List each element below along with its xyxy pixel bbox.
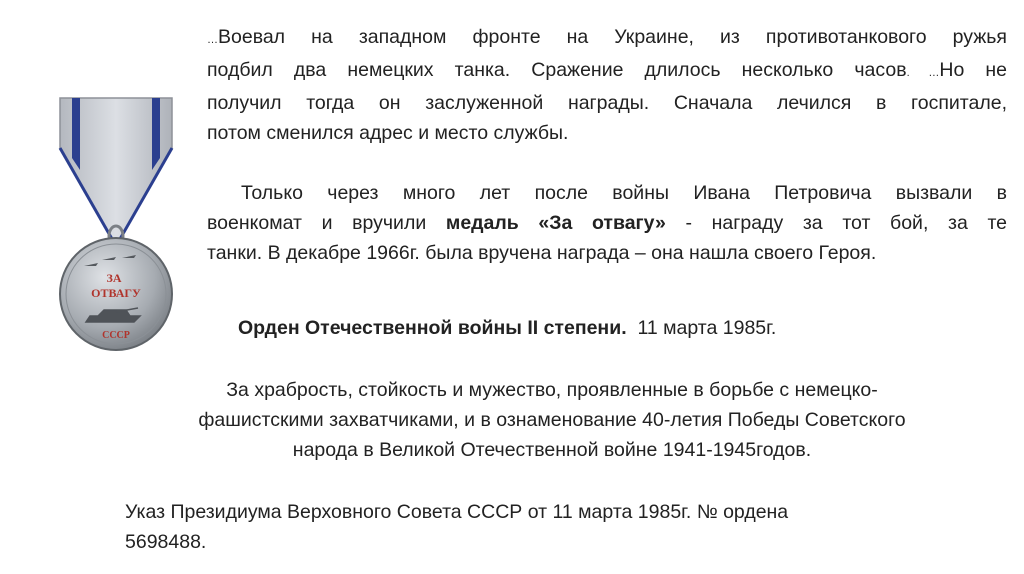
story-paragraph-1-line-4: потом сменился адрес и место службы. [207, 122, 569, 144]
story-paragraph-1 [207, 22, 1007, 148]
text: Только через много лет после войны Ивана Петровича вызвали в [241, 182, 1007, 204]
text: Но не [939, 59, 1007, 81]
story-paragraph-2-line-3: танки. В декабре 1966г. была вручена награда – она нашла своего Героя. [207, 242, 877, 264]
medal-za-otvagu-image [56, 90, 176, 356]
ellipsis-mark: . … [906, 67, 940, 79]
story-paragraph-2-line-1 [207, 178, 1007, 208]
story-paragraph-1-line-1 [207, 22, 1007, 55]
story-paragraph-2-line-2 [207, 208, 1007, 238]
medal-inscription-sssr: СССР [102, 330, 130, 341]
text: военкомат и вручили [207, 212, 427, 234]
medal-name-bold: медаль «За отвагу» [445, 212, 666, 234]
text: Воевал на западном фронте на Украине, из противотанкового ружья [218, 26, 1007, 48]
ribbon [60, 98, 172, 246]
decree-line-2: 5698488. [125, 531, 207, 553]
story-paragraph-1-line-2 [207, 55, 1007, 88]
text: подбил два немецких танка. Сражение длилось несколько часов [207, 59, 907, 81]
order-title: Орден Отечественной войны II степени. [238, 317, 627, 339]
order-citation-line-1: За храбрость, стойкость и мужество, проявленные в борьбе с немецко- [226, 379, 878, 401]
medal-disc [60, 238, 172, 350]
medal-inscription-otvagu: ОТВАГУ [91, 286, 141, 300]
ellipsis-mark: … [207, 34, 218, 46]
order-heading [238, 313, 998, 343]
medal-inscription-za: ЗА [106, 271, 122, 285]
text: - награду за тот бой, за те [685, 212, 1008, 234]
story-paragraph-1-line-3: получил тогда он заслуженной награды. Сначала лечился в госпитале, [207, 92, 1007, 114]
order-citation-line-2: фашистскими захватчиками, и в ознаменование 40-летия Победы Советского [198, 409, 906, 431]
decree-line-1: Указ Президиума Верховного Совета СССР от 11 марта 1985г. № ордена [125, 501, 789, 523]
order-citation-line-3: народа в Великой Отечественной войне 1941-1945годов. [292, 439, 812, 461]
order-citation [150, 375, 954, 465]
order-date: 11 марта 1985г. [637, 317, 777, 339]
decree-text [125, 497, 915, 557]
story-paragraph-2 [207, 178, 1007, 268]
